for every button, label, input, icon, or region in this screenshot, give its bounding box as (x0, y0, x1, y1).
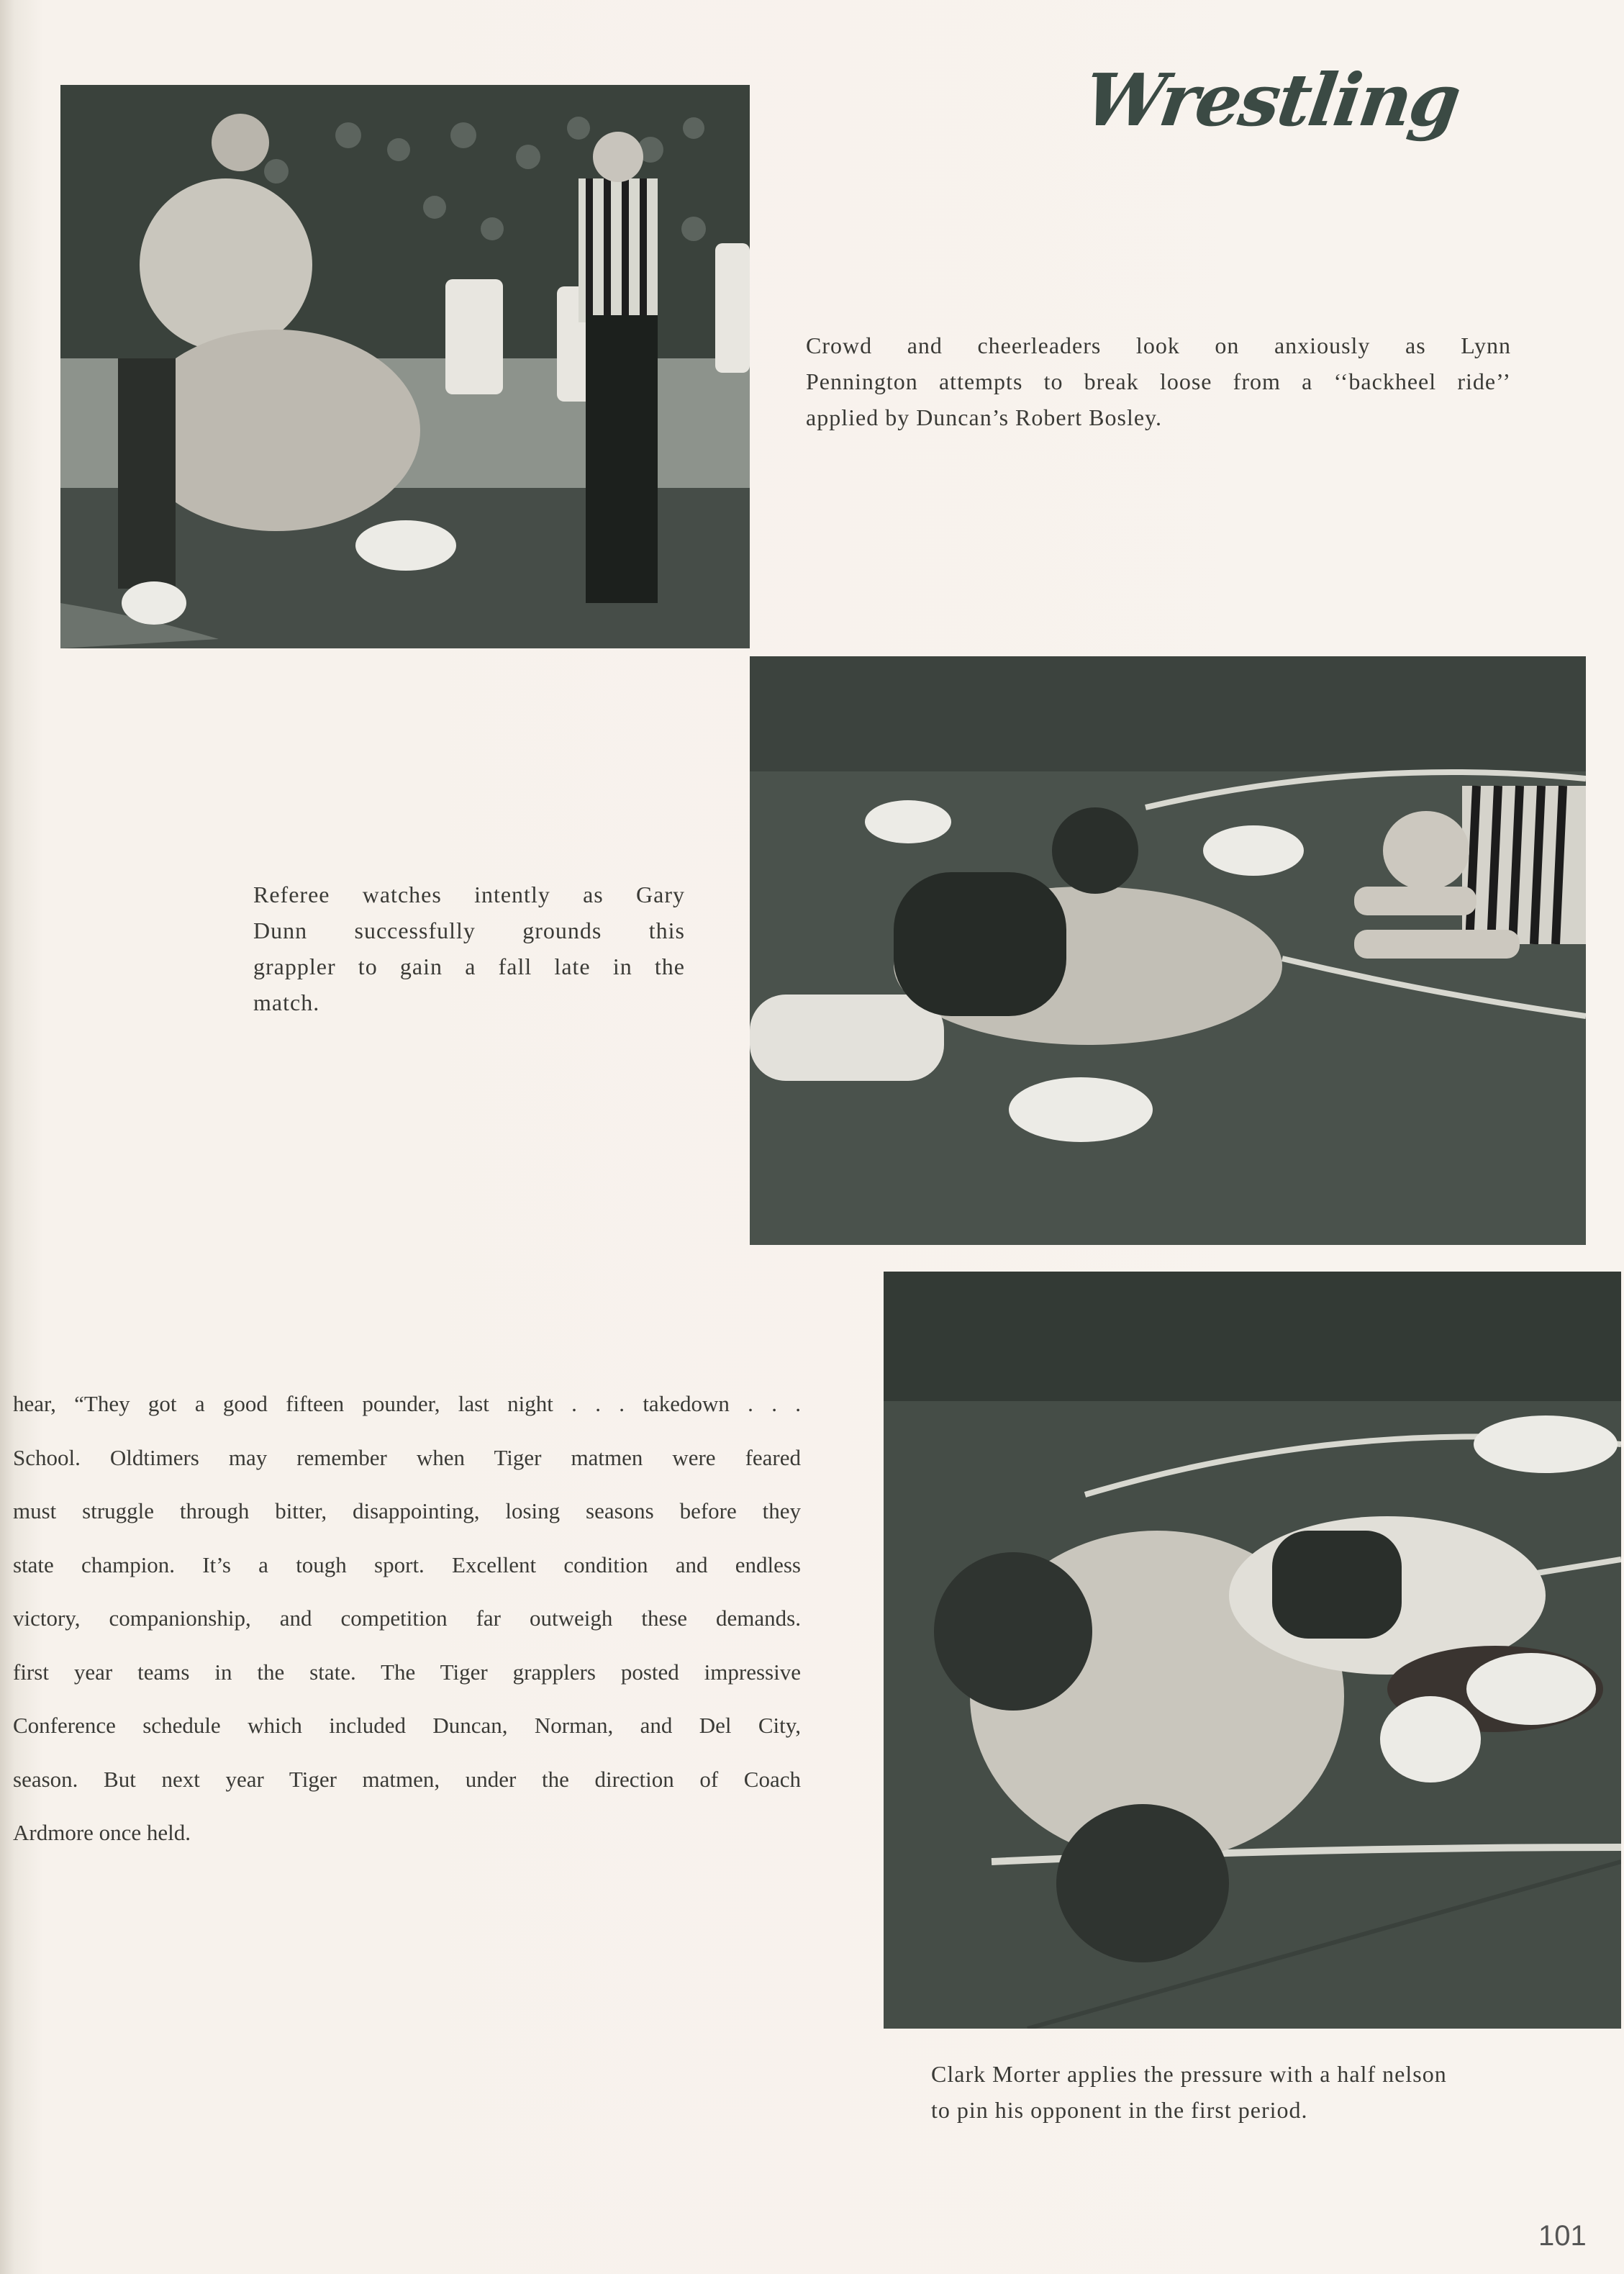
caption-photo2 (253, 876, 685, 1020)
photo-half-nelson-pin (884, 1272, 1621, 2029)
caption-line: Clark Morter applies the pressure with a half nelson (931, 2061, 1447, 2087)
caption-line: applied by Duncan’s Robert Bosley. (806, 404, 1162, 430)
caption-photo3 (931, 2056, 1579, 2128)
body-line: School. Oldtimers may remember when Tiger matmen were feared (13, 1444, 801, 1470)
body-line: season. But next year Tiger matmen, under the direction of Coach (13, 1766, 801, 1792)
body-line: state champion. It’s a tough sport. Excellent condition and endless (13, 1552, 801, 1577)
body-line: Ardmore once held. (13, 1820, 191, 1845)
photo-wrestlers-crowd (60, 85, 750, 648)
body-line: first year teams in the state. The Tiger grapplers posted impressive (13, 1659, 801, 1685)
page-title: Wrestling (1079, 58, 1464, 142)
caption-line: Pennington attempts to break loose from a ‘‘backheel ride’’ (806, 368, 1511, 394)
photo-referee-watching-pin (750, 656, 1586, 1245)
caption-line: match. (253, 989, 320, 1015)
article-body (13, 1377, 801, 1860)
caption-line: Referee watches intently as Gary (253, 882, 685, 907)
body-line: hear, “They got a good fifteen pounder, last night . . . takedown . . . (13, 1391, 801, 1416)
body-line: Conference schedule which included Duncan, Norman, and Del City, (13, 1713, 801, 1738)
caption-line: grappler to gain a fall late in the (253, 953, 685, 979)
caption-photo1 (806, 327, 1511, 435)
page-number: 101 (1538, 2220, 1587, 2252)
body-line: victory, companionship, and competition far outweigh these demands. (13, 1605, 801, 1631)
caption-line: to pin his opponent in the first period. (931, 2097, 1308, 2123)
caption-line: Crowd and cheerleaders look on anxiously as Lynn (806, 332, 1511, 358)
body-line: must struggle through bitter, disappointing, losing seasons before they (13, 1498, 801, 1523)
caption-line: Dunn successfully grounds this (253, 918, 685, 943)
